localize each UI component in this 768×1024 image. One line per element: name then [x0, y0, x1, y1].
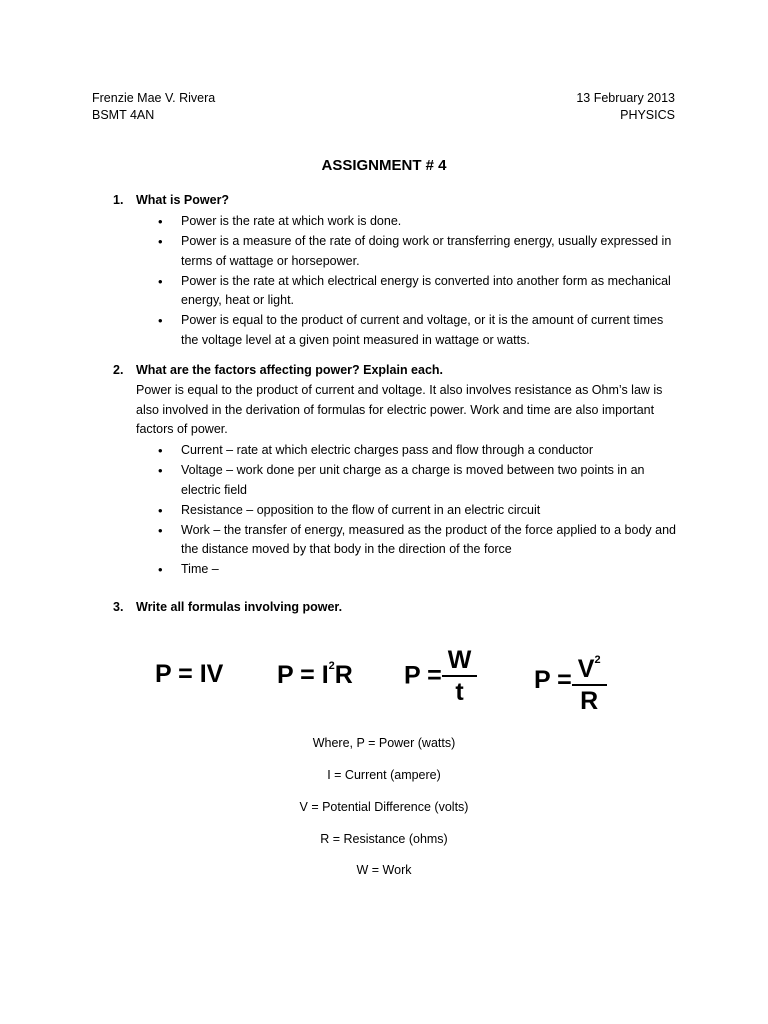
fraction-denominator: R [580, 687, 599, 715]
definition-work: W = Work [356, 863, 412, 877]
fraction [442, 645, 478, 707]
assignment-meta [576, 90, 675, 124]
question-text: What are the factors affecting power? Explain each. [136, 363, 444, 377]
list-item: • Work – the transfer of energy, measured as the product of the force applied to a body and the distance moved by that body in the direction of the force [158, 521, 678, 560]
formula-part: P = I [277, 661, 329, 689]
fraction [572, 645, 607, 716]
question-number: 3. [113, 600, 124, 614]
definition-power: Where, P = Power (watts) [312, 736, 456, 750]
q1-answer-list [158, 212, 678, 351]
list-item: • Power is the rate at which electrical energy is converted into another form as mechanical energy, heat or light. [158, 272, 678, 311]
definition-current: I = Current (ampere) [327, 768, 441, 782]
fraction-numerator: W [442, 645, 478, 677]
formula-p-iv: P = IV [155, 660, 224, 688]
formula-p-w-over-t [404, 645, 477, 707]
formula-part: P = [534, 666, 572, 694]
formula-part: R [334, 661, 353, 689]
assignment-date: 13 February 2013 [576, 91, 675, 105]
formula-part: V [577, 655, 595, 683]
definition-resistance: R = Resistance (ohms) [320, 832, 448, 846]
list-item: • Resistance – opposition to the flow of current in an electric circuit [158, 501, 678, 521]
formula-p-v2-over-r [534, 645, 607, 716]
question-text: Write all formulas involving power. [136, 600, 343, 614]
formula-part: P = [404, 661, 442, 690]
list-item: • Power is a measure of the rate of doing work or transferring energy, usually expressed in terms of wattage or horsepower. [158, 232, 678, 271]
list-item: • Power is the rate at which work is done. [158, 212, 678, 232]
list-item: • Current – rate at which electric charges pass and flow through a conductor [158, 441, 678, 461]
student-name: Frenzie Mae V. Rivera [92, 91, 216, 105]
student-section: BSMT 4AN [92, 108, 155, 122]
question-number: 2. [113, 363, 124, 377]
question-number: 1. [113, 193, 124, 207]
fraction-denominator: t [455, 678, 464, 706]
document-title: ASSIGNMENT # 4 [321, 157, 447, 174]
formula-exponent: 2 [594, 654, 601, 666]
list-item: • Voltage – work done per unit charge as a charge is moved between two points in an electric field [158, 461, 678, 500]
student-info [92, 90, 215, 124]
q2-paragraph: Power is equal to the product of current and voltage. It also involves resistance as Ohm’s law is also involved in the derivation of formulas for electric power. Work and time are also important factors of power. [136, 383, 663, 436]
q2-factor-list [158, 441, 678, 580]
definition-voltage: V = Potential Difference (volts) [299, 800, 469, 814]
list-item: • Power is equal to the product of current and voltage, or it is the amount of current times the voltage level at a given point measured in wattage or watts. [158, 311, 678, 350]
fraction-numerator [572, 645, 607, 686]
formula-p-i2r [277, 660, 353, 690]
question-text: What is Power? [136, 193, 230, 207]
list-item: • Time – [158, 560, 678, 580]
assignment-subject: PHYSICS [620, 108, 675, 122]
formula-exponent: 2 [328, 660, 335, 672]
